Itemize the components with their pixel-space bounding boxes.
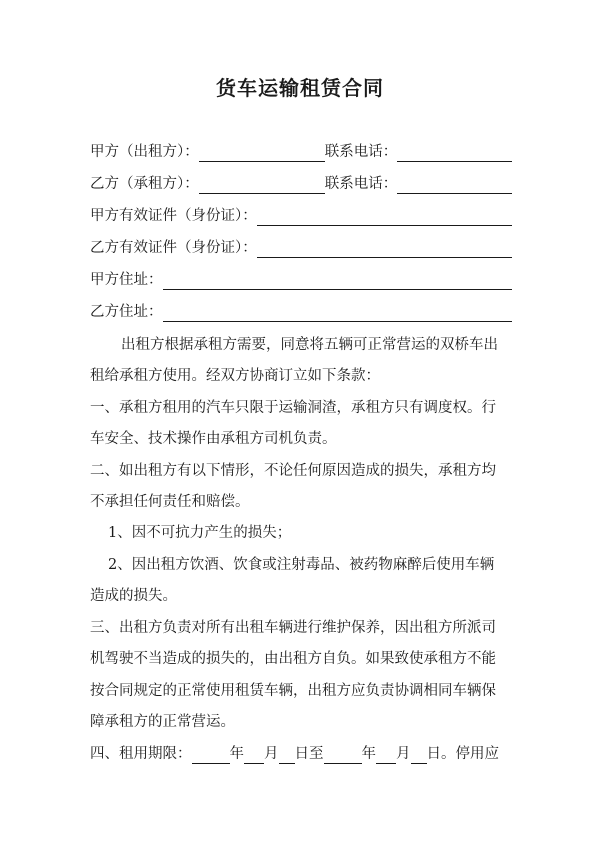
end-month-label: 月 (396, 746, 411, 762)
party-a-id-blank[interactable] (257, 209, 512, 226)
party-a-row (90, 142, 512, 162)
contact-phone-b-blank[interactable] (397, 177, 512, 194)
party-b-id-row (90, 238, 512, 258)
party-b-id-label: 乙方有效证件（身份证）： (90, 240, 257, 256)
party-b-blank[interactable] (199, 177, 325, 194)
contact-phone-a-label: 联系电话： (324, 144, 398, 160)
party-a-address-label: 甲方住址： (90, 272, 163, 288)
clause-1-line-1: 一、承租方租用的汽车只限于运输洞渣，承租方只有调度权。行 (90, 400, 496, 416)
clause-4-line-1 (90, 744, 512, 764)
end-day-blank[interactable] (411, 747, 427, 764)
party-a-id-label: 甲方有效证件（身份证）： (90, 208, 257, 224)
end-year-label: 年 (361, 746, 376, 762)
clause-3-line-3: 按合同规定的正常使用租赁车辆，出租方应负责协调相同车辆保 (90, 683, 496, 699)
party-a-label: 甲方（出租方）： (90, 144, 199, 160)
clause-4-prefix: 四、租用期限： (90, 746, 192, 762)
start-month-label: 月 (264, 746, 279, 762)
clause-3-line-2: 机驾驶不当造成的损失的，由出租方自负。如果致使承租方不能 (90, 651, 496, 667)
party-b-id-blank[interactable] (257, 241, 512, 258)
contact-phone-b-label: 联系电话： (324, 176, 398, 192)
intro-line-2: 租给承租方使用。经双方协商订立如下条款： (90, 368, 380, 384)
start-year-blank[interactable] (192, 747, 230, 764)
party-a-blank[interactable] (199, 145, 325, 162)
clause-2-item-1: 1、因不可抗力产生的损失； (108, 525, 292, 541)
start-year-label: 年 (229, 746, 244, 762)
party-a-id-row (90, 206, 512, 226)
clause-2-line-2: 不承担任何责任和赔偿。 (90, 494, 250, 510)
end-year-blank[interactable] (324, 747, 362, 764)
party-b-address-row (90, 302, 512, 322)
end-day-label: 日。停用应 (426, 746, 499, 762)
clause-2-item-2-line-1: 2、因出租方饮酒、饮食或注射毒品、被药物麻醉后使用车辆 (108, 557, 495, 573)
document-title: 货车运输租赁合同 (216, 76, 384, 100)
clause-2-item-2-line-2: 造成的损失。 (90, 588, 177, 604)
clause-3-line-1: 三、出租方负责对所有出租车辆进行维护保养，因出租方所派司 (90, 620, 496, 636)
party-b-address-label: 乙方住址： (90, 304, 163, 320)
start-month-blank[interactable] (244, 747, 264, 764)
party-b-address-blank[interactable] (163, 305, 513, 322)
end-month-blank[interactable] (376, 747, 396, 764)
intro-line-1: 出租方根据承租方需要，同意将五辆可正常营运的双桥车出 (121, 337, 498, 353)
clause-3-line-4: 障承租方的正常营运。 (90, 714, 235, 730)
party-a-address-row (90, 270, 512, 290)
party-b-row (90, 174, 512, 194)
party-a-address-blank[interactable] (163, 273, 513, 290)
contact-phone-a-blank[interactable] (397, 145, 512, 162)
clause-2-line-1: 二、如出租方有以下情形，不论任何原因造成的损失，承租方均 (90, 463, 496, 479)
start-day-label: 日至 (294, 746, 324, 762)
start-day-blank[interactable] (279, 747, 295, 764)
party-b-label: 乙方（承租方）： (90, 176, 199, 192)
clause-1-line-2: 车安全、技术操作由承租方司机负责。 (90, 431, 337, 447)
